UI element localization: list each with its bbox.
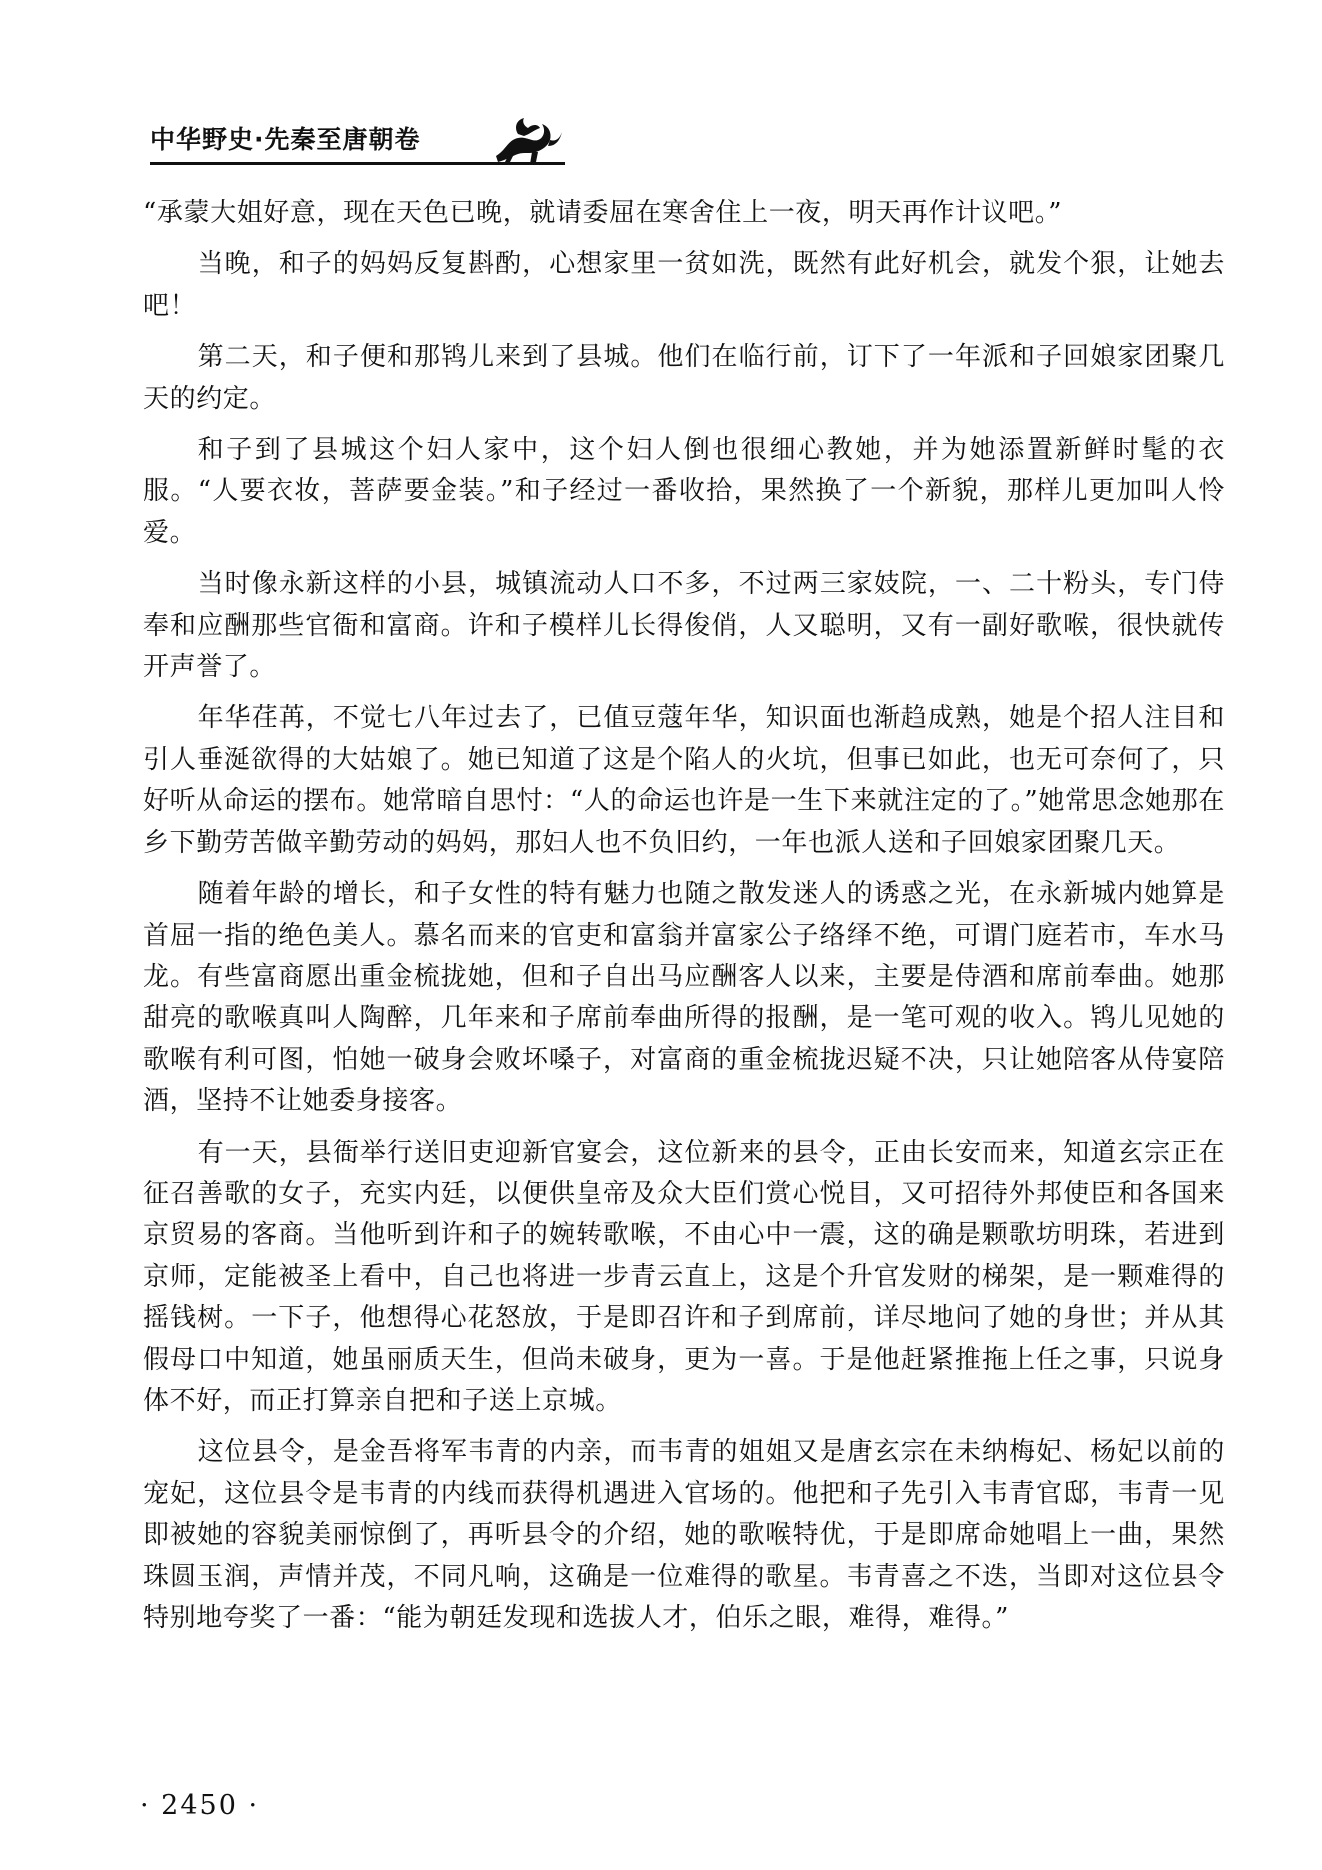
paragraph: 随着年龄的增长，和子女性的特有魅力也随之散发迷人的诱惑之光，在永新城内她算是首屈一指的绝色美人。慕名而来的官吏和富翁并富家公子络绎不绝，可谓门庭若市，车水马龙。有些富商愿出重金梳拢她，但和子自出马应酬客人以来，主要是侍酒和席前奉曲。她那甜亮的歌喉真叫人陶醉，几年来和子席前奉曲所得的报酬，是一笔可观的收入。鸨儿见她的歌喉有利可图，怕她一破身会败坏嗓子，对富商的重金梳拢迟疑不决，只让她陪客从侍宴陪酒，坚持不让她委身接客。: [143, 879, 1225, 1117]
body-text: [143, 193, 1225, 1649]
paragraph: 当晚，和子的妈妈反复斟酌，心想家里一贫如洗，既然有此好机会，就发个狠，让她去吧！: [143, 249, 1225, 321]
paragraph: 和子到了县城这个妇人家中，这个妇人倒也很细心教她，并为她添置新鲜时髦的衣服。“人要衣妆，菩萨要金装。”和子经过一番收拾，果然换了一个新貌，那样儿更加叫人怜爱。: [143, 435, 1225, 548]
paragraph: 这位县令，是金吾将军韦青的内亲，而韦青的姐姐又是唐玄宗在未纳梅妃、杨妃以前的宠妃，这位县令是韦青的内线而获得机遇进入官场的。他把和子先引入韦青官邸，韦青一见即被她的容貌美丽惊倒了，再听县令的介绍，她的歌喉特优，于是即席命她唱上一曲，果然珠圆玉润，声情并茂，不同凡响，这确是一位难得的歌星。韦青喜之不迭，当即对这位县令特别地夸奖了一番：“能为朝廷发现和选拔人才，伯乐之眼，难得，难得。”: [143, 1437, 1225, 1633]
page-number: · 2450 ·: [140, 1790, 260, 1821]
paragraph: “承蒙大姐好意，现在天色已晚，就请委屈在寒舍住上一夜，明天再作计议吧。”: [143, 198, 1063, 228]
running-header-title: 中华野史·先秦至唐朝卷: [150, 125, 421, 154]
paragraph: 第二天，和子便和那鸨儿来到了县城。他们在临行前，订下了一年派和子回娘家团聚几天的约定。: [143, 342, 1225, 414]
running-header: [150, 112, 570, 176]
header-rule: [150, 162, 565, 165]
paragraph: 当时像永新这样的小县，城镇流动人口不多，不过两三家妓院，一、二十粉头，专门侍奉和应酬那些官衙和富商。许和子模样儿长得俊俏，人又聪明，又有一副好歌喉，很快就传开声誉了。: [143, 569, 1225, 683]
paragraph: 年华荏苒，不觉七八年过去了，已值豆蔻年华，知识面也渐趋成熟，她是个招人注目和引人垂涎欲得的大姑娘了。她已知道了这是个陷人的火坑，但事已如此，也无可奈何了，只好听从命运的摆布。她常暗自思忖：“人的命运也许是一生下来就注定的了。”她常思念她那在乡下勤劳苦做辛勤劳动的妈妈，那妇人也不负旧约，一年也派人送和子回娘家团聚几天。: [143, 703, 1225, 858]
paragraph: 有一天，县衙举行送旧吏迎新官宴会，这位新来的县令，正由长安而来，知道玄宗正在征召善歌的女子，充实内廷，以便供皇帝及众大臣们赏心悦目，又可招待外邦使臣和各国来京贸易的客商。当他听到许和子的婉转歌喉，不由心中一震，这的确是颗歌坊明珠，若进到京师，定能被圣上看中，自己也将进一步青云直上，这是个升官发财的梯架，是一颗难得的摇钱树。一下子，他想得心花怒放，于是即召许和子到席前，详尽地问了她的身世；并从其假母口中知道，她虽丽质天生，但尚未破身，更为一喜。于是他赶紧推拖上任之事，只说身体不好，而正打算亲自把和子送上京城。: [143, 1137, 1225, 1416]
dragon-emblem-icon: [488, 112, 564, 166]
